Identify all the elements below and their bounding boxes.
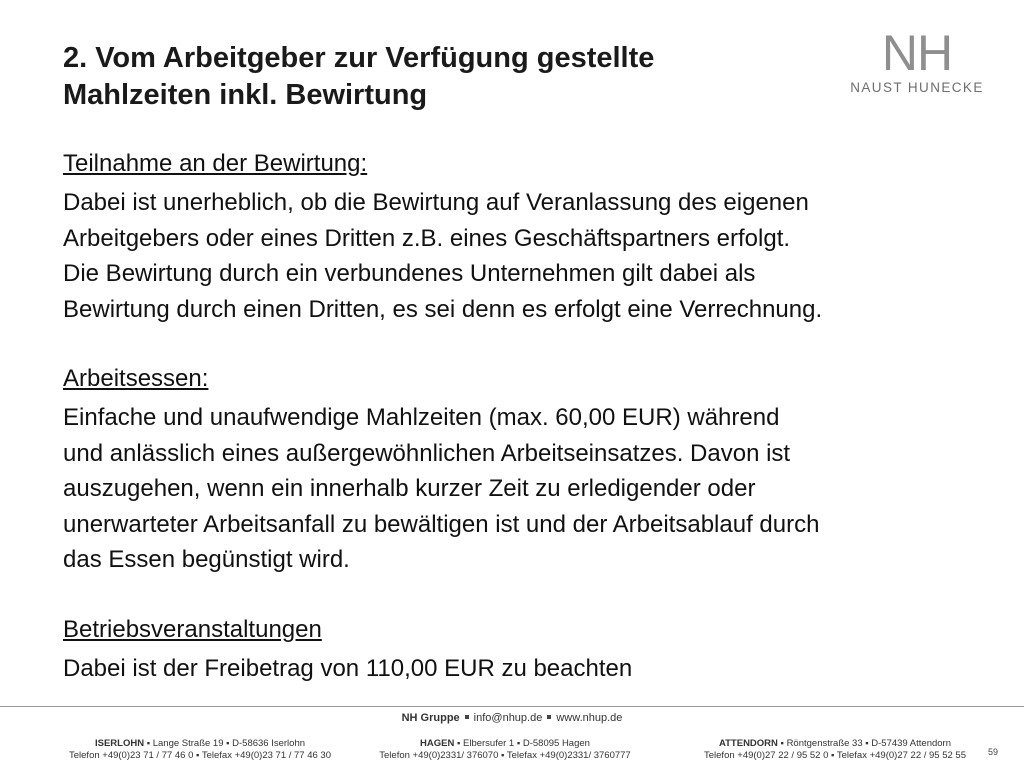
office-city: ISERLOHN — [94, 738, 145, 749]
slide-title-line-1: 2. Vom Arbeitgeber zur Verfügung gestellte — [63, 42, 655, 74]
text-line: Dabei ist unerheblich, ob die Bewirtung auf Veranlassung des eigenen — [63, 189, 809, 216]
section-text-betriebsveranstaltungen — [63, 651, 983, 687]
section-heading-arbeitsessen: Arbeitsessen: — [63, 365, 209, 392]
office-address: Lange Straße 19 ▪ D-58636 Iserlohn — [152, 738, 306, 749]
office-iserlohn: ISERLOHN ▪ Lange Straße 19 ▪ D-58636 Iserlohn Telefon +49(0)23 71 / 77 46 0 ▪ Telefax +49(0)23 71 / 77 46 30 — [55, 738, 345, 762]
text-line: Arbeitgebers oder eines Dritten z.B. eines Geschäftspartners erfolgt. — [63, 224, 791, 252]
logo-mark: NH — [881, 25, 953, 81]
slide-title — [63, 40, 823, 114]
logo-name: NAUST HUNECKE — [850, 80, 984, 95]
text-line: Die Bewirtung durch ein verbundenes Unternehmen gilt dabei als — [63, 260, 756, 287]
office-attendorn: ATTENDORN ▪ Röntgenstraße 33 ▪ D-57439 Attendorn Telefon +49(0)27 22 / 95 52 0 ▪ Telefax +49(0)27 22 / 95 52 55 — [690, 738, 980, 762]
section-text-arbeitsessen — [63, 400, 983, 578]
office-contact: Telefon +49(0)23 71 / 77 46 0 ▪ Telefax +49(0)23 71 / 77 46 30 — [69, 750, 331, 761]
footer-divider — [0, 706, 1024, 707]
slide-title-line-2: Mahlzeiten inkl. Bewirtung — [63, 79, 428, 111]
section-text-bewirtung — [63, 185, 983, 327]
text-line: unerwarteter Arbeitsanfall zu bewältigen ist und der Arbeitsablauf durch — [63, 510, 820, 538]
footer-email: info@nhup.de — [473, 712, 543, 724]
footer-contact-line — [0, 712, 1024, 724]
section-heading-bewirtung: Teilnahme an der Bewirtung: — [63, 150, 368, 177]
text-line: Dabei ist der Freibetrag von 110,00 EUR zu beachten — [63, 654, 633, 682]
page-number: 59 — [988, 747, 999, 757]
office-hagen: HAGEN ▪ Elbersufer 1 ▪ D-58095 Hagen Telefon +49(0)2331/ 376070 ▪ Telefax +49(0)2331/ 3760777 — [360, 738, 650, 762]
section-heading-betriebsveranstaltungen: Betriebsveranstaltungen — [63, 615, 322, 643]
text-line: auszugehen, wenn ein innerhalb kurzer Zeit zu erledigender oder — [63, 475, 756, 502]
text-line: und anlässlich eines außergewöhnlichen Arbeitseinsatzes. Davon ist — [63, 439, 791, 467]
separator-icon — [547, 715, 551, 719]
office-address: Elbersufer 1 ▪ D-58095 Hagen — [463, 738, 590, 749]
office-contact: Telefon +49(0)2331/ 376070 ▪ Telefax +49(0)2331/ 3760777 — [379, 750, 631, 761]
company-logo — [834, 26, 1000, 96]
office-contact: Telefon +49(0)27 22 / 95 52 0 ▪ Telefax +49(0)27 22 / 95 52 55 — [704, 750, 966, 761]
text-line: Einfache und unaufwendige Mahlzeiten (max. 60,00 EUR) während — [63, 404, 780, 431]
office-address: Röntgenstraße 33 ▪ D-57439 Attendorn — [786, 738, 952, 749]
office-city: HAGEN — [420, 738, 455, 749]
footer-website: www.nhup.de — [556, 712, 623, 724]
separator-icon — [465, 715, 469, 719]
office-city: ATTENDORN — [718, 738, 778, 749]
slide-body — [63, 146, 983, 686]
text-line: Bewirtung durch einen Dritten, es sei denn es erfolgt eine Verrechnung. — [63, 295, 823, 323]
footer-group-name: NH Gruppe — [401, 712, 460, 724]
text-line: das Essen begünstigt wird. — [63, 546, 350, 573]
